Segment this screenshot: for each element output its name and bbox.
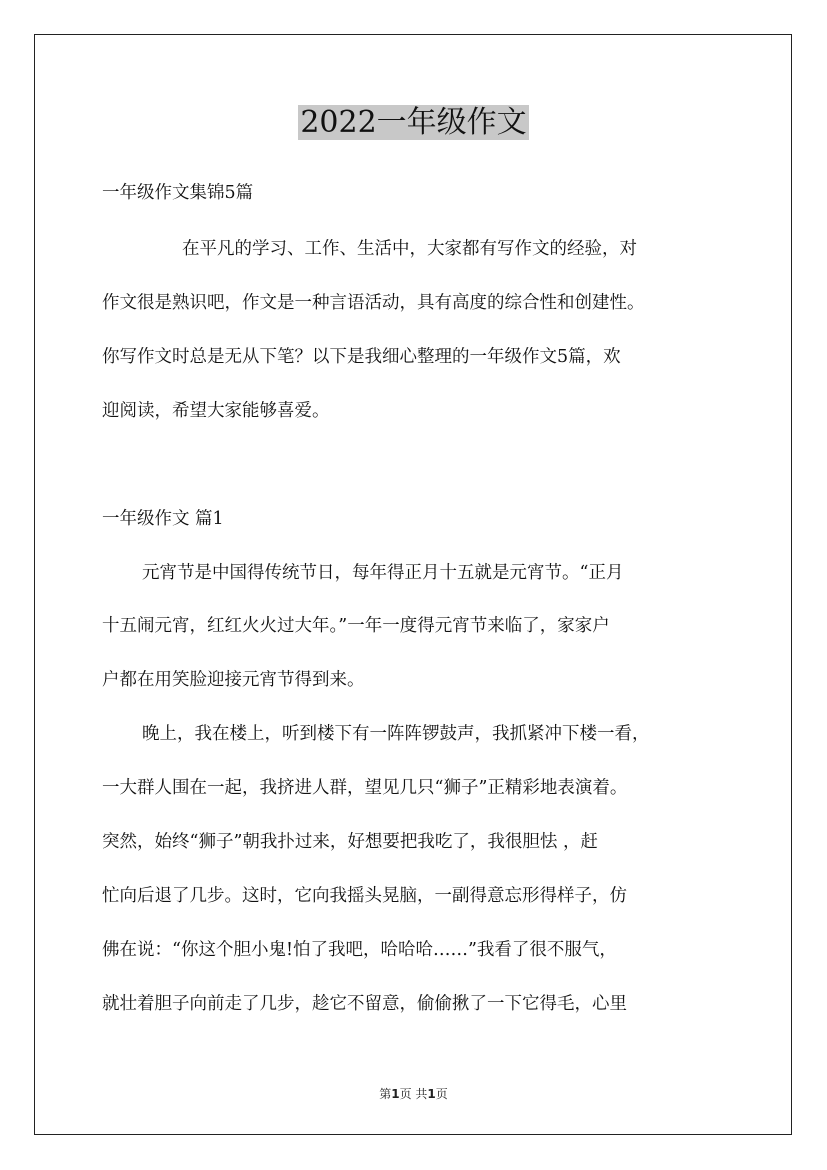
intro-line: 迎阅读，希望大家能够喜爱。 [102, 401, 330, 421]
title-highlight: 2022一年级作文 [300, 105, 527, 140]
footer-page-number: 1 [391, 1087, 400, 1101]
paragraph-line: 晚上，我在楼上，听到楼下有一阵阵锣鼓声，我抓紧冲下楼一看， [142, 724, 650, 744]
paragraph-line: 一大群人围在一起，我挤进人群，望见几只“狮子”正精彩地表演着。 [102, 778, 628, 798]
paragraph-line: 户都在用笑脸迎接元宵节得到来。 [102, 670, 365, 690]
document-title [0, 103, 827, 143]
paragraph-line: 元宵节是中国得传统节日，每年得正月十五就是元宵节。“正月 [142, 563, 624, 583]
footer-total-pages: 1 [427, 1087, 436, 1101]
section-heading: 一年级作文 篇1 [102, 509, 224, 529]
paragraph-line: 十五闹元宵，红红火火过大年。”一年一度得元宵节来临了，家家户 [102, 616, 610, 636]
intro-line: 作文很是熟识吧，作文是一种言语活动，具有高度的综合性和创建性。 [102, 293, 645, 313]
footer-total-suffix: 页 [435, 1087, 448, 1101]
paragraph-line: 忙向后退了几步。这时，它向我摇头晃脑，一副得意忘形得样子，仿 [102, 886, 627, 906]
footer-page-prefix: 第 [379, 1087, 392, 1101]
footer-page-suffix: 页 共 [399, 1087, 428, 1101]
paragraph-line: 就壮着胆子向前走了几步，趁它不留意，偷偷揪了一下它得毛，心里 [102, 994, 627, 1014]
intro-line: 在平凡的学习、工作、生活中，大家都有写作文的经验，对 [182, 239, 637, 259]
subtitle: 一年级作文集锦5篇 [102, 183, 254, 203]
page-footer [0, 1085, 827, 1102]
intro-line: 你写作文时总是无从下笔？以下是我细心整理的一年级作文5篇，欢 [102, 347, 621, 367]
paragraph-line: 突然，始终“狮子”朝我扑过来，好想要把我吃了，我很胆怯 ，赶 [102, 832, 598, 852]
paragraph-line: 佛在说：“你这个胆小鬼!怕了我吧，哈哈哈……”我看了很不服气， [102, 940, 617, 960]
